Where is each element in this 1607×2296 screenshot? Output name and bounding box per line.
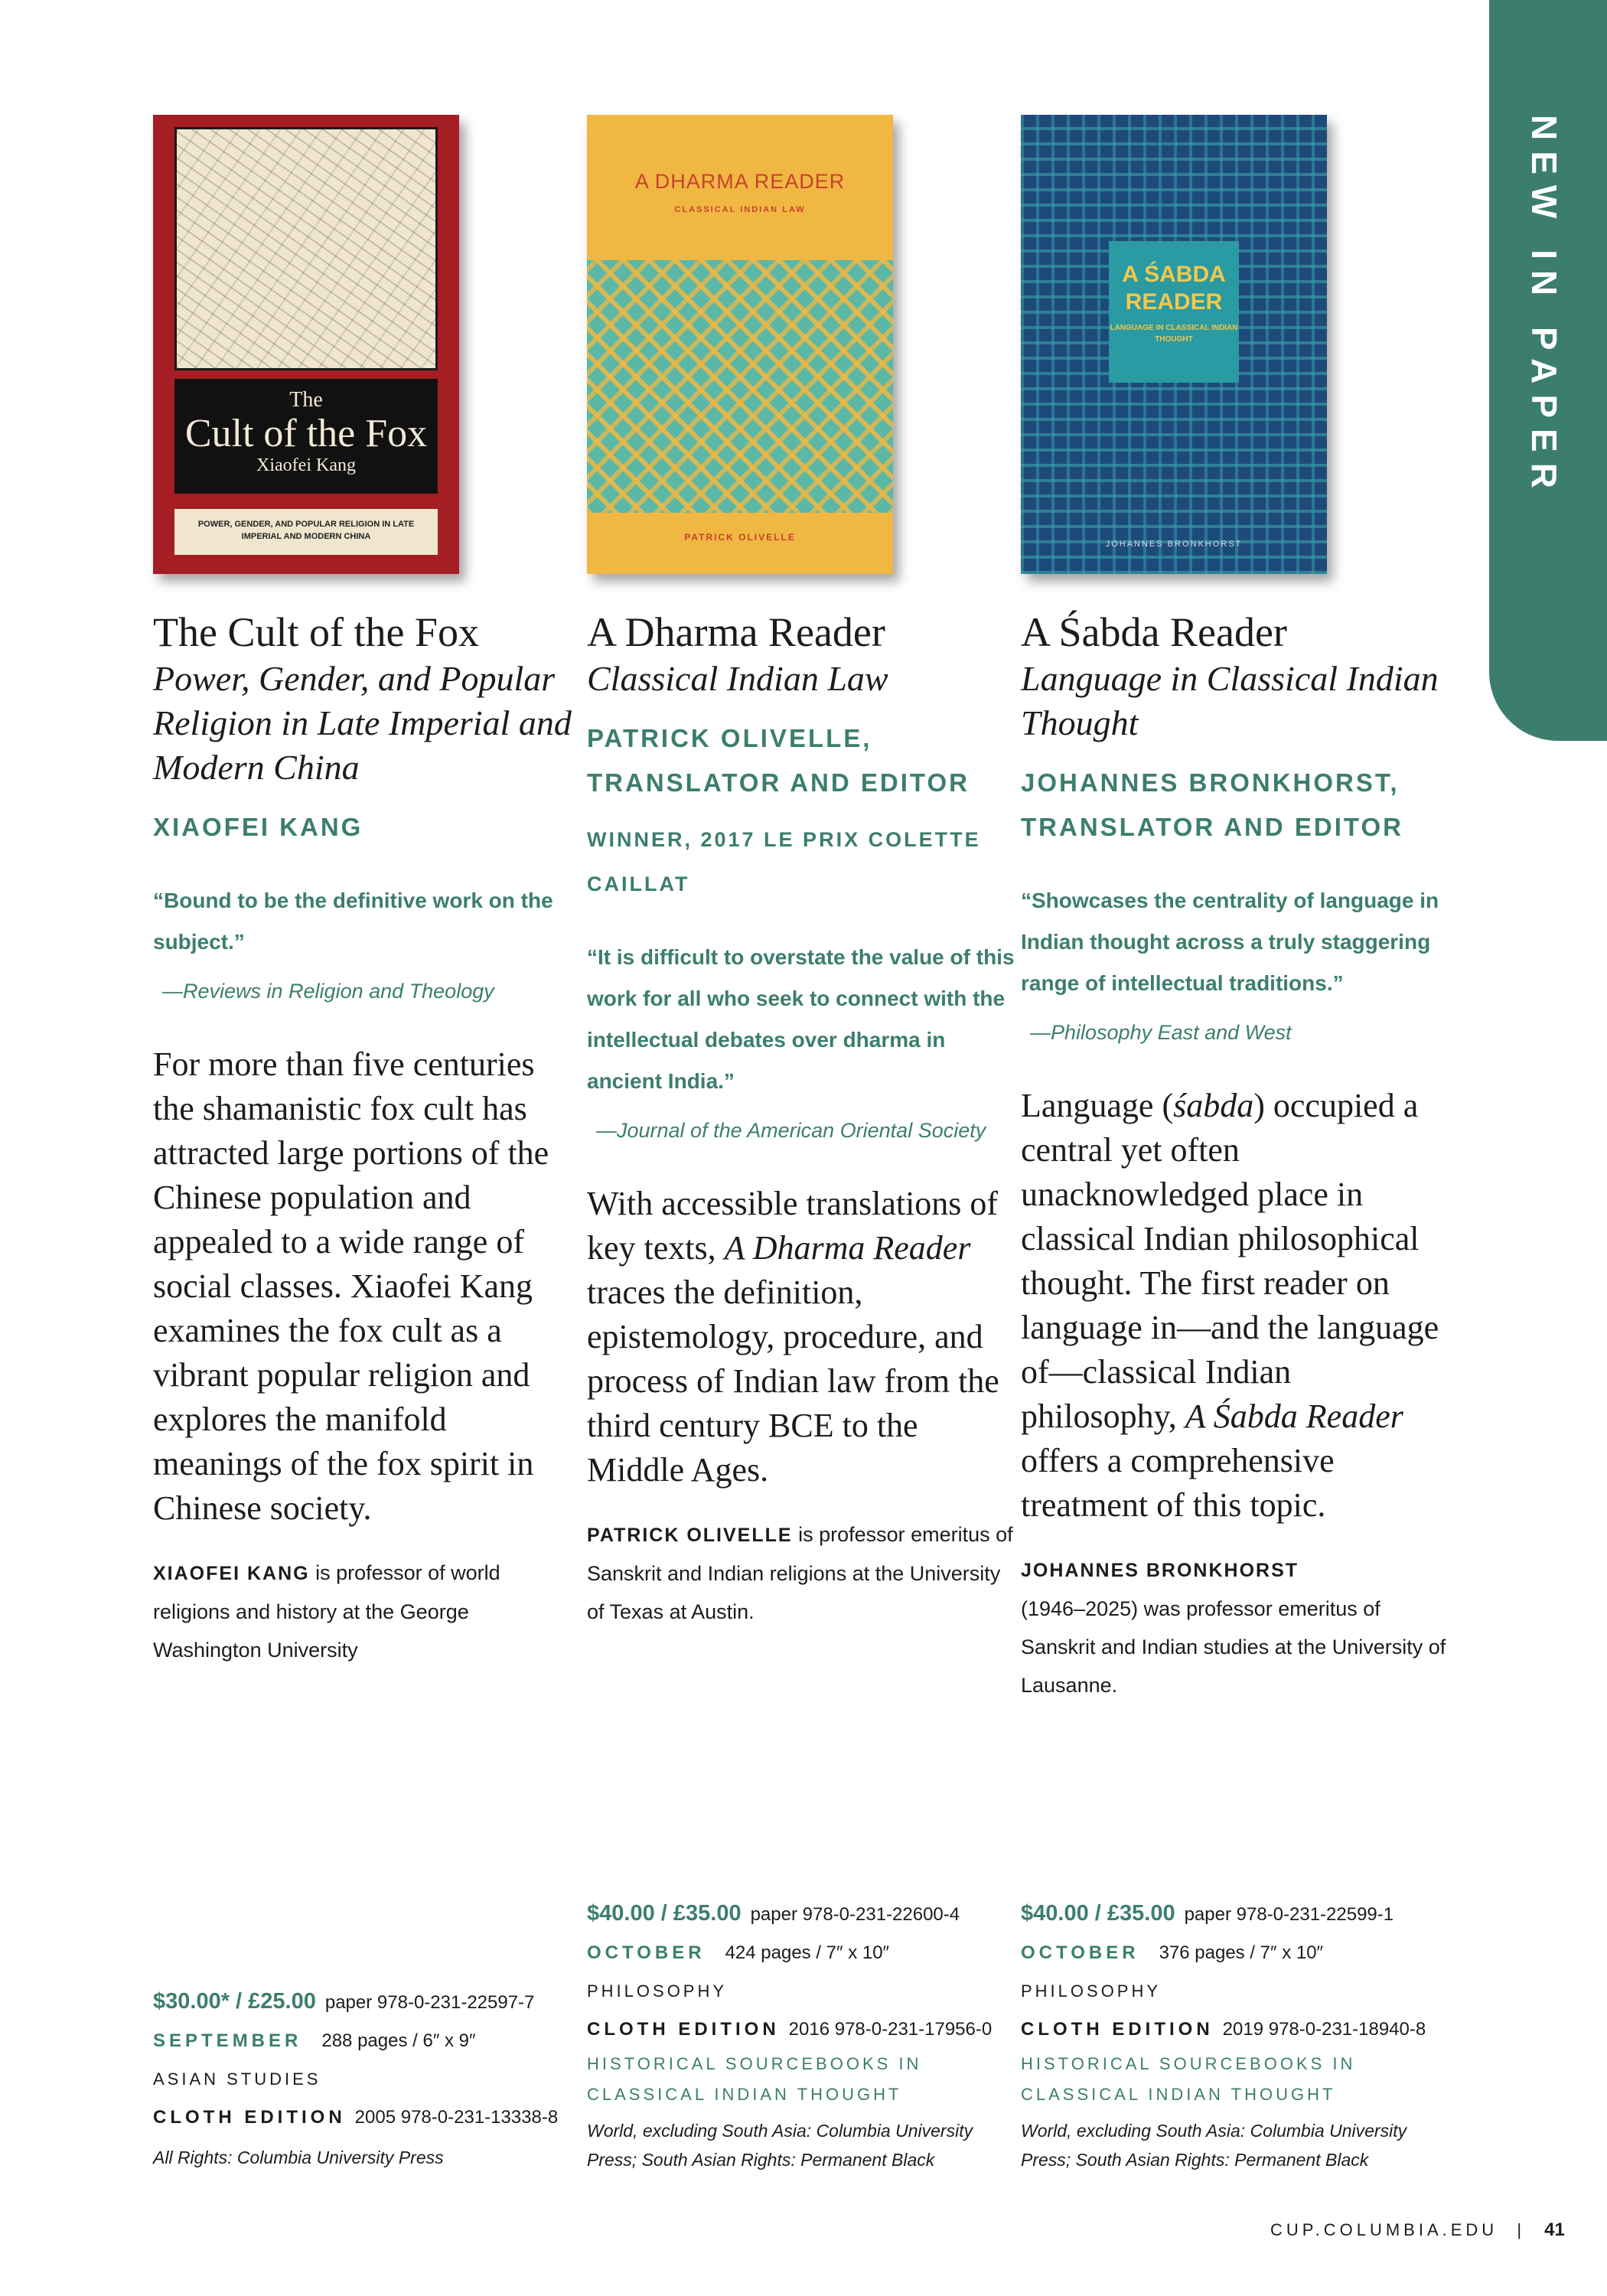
subject: ASIAN STUDIES xyxy=(153,2069,321,2089)
book-column-3 xyxy=(1021,115,1449,1704)
book-title: A Śabda Reader xyxy=(1021,609,1287,655)
footer-site-link[interactable]: CUP.COLUMBIA.EDU xyxy=(1270,2220,1498,2239)
footer-separator: | xyxy=(1517,2220,1526,2239)
cloth-info: 2016 978-0-231-17956-0 xyxy=(788,2019,993,2040)
book-column-1 xyxy=(153,115,582,1669)
book-description xyxy=(587,1182,1015,1492)
series-name: HISTORICAL SOURCEBOOKS IN CLASSICAL INDIAN THOUGHT xyxy=(1021,2054,1356,2104)
bio-text: is professor emeritus of Sanskrit and Indian religions at the University of Texas at Austin. xyxy=(587,1523,1013,1623)
cover-author: JOHANNES BRONKHORST xyxy=(1105,540,1243,549)
book-meta-2 xyxy=(587,1894,1015,2174)
rights: World, excluding South Asia: Columbia University Press; South Asian Rights: Permanent Black xyxy=(1021,2121,1407,2170)
book-meta-1 xyxy=(153,1982,582,2172)
rights: All Rights: Columbia University Press xyxy=(153,2148,444,2167)
book-description: For more than five centuries the shamanistic fox cult has attracted large portions of the Chinese population and appealed to a wide range of social classes. Xiaofei Kang examines the fox cult as a vibrant popular religion and explores the manifold meanings of the fox spirit in Chinese society. xyxy=(153,1045,549,1527)
cover-title: A DHARMA READER xyxy=(634,170,846,193)
author-bio xyxy=(1021,1551,1449,1704)
quote-source: —Journal of the American Oriental Society xyxy=(596,1119,986,1142)
book-quote: “Bound to be the definitive work on the subject.” xyxy=(153,889,553,954)
cover-title-box xyxy=(1109,241,1239,383)
cover-illustration xyxy=(174,127,438,370)
bio-name: PATRICK OLIVELLE xyxy=(587,1525,793,1546)
cloth-info: 2019 978-0-231-18940-8 xyxy=(1222,2019,1426,2040)
page-count: 424 pages / 7″ x 10″ xyxy=(725,1942,890,1963)
book-subtitle: Language in Classical Indian Thought xyxy=(1021,659,1439,742)
series-name: HISTORICAL SOURCEBOOKS IN CLASSICAL INDIAN THOUGHT xyxy=(587,2054,922,2104)
cover-illustration xyxy=(587,260,893,513)
author-bio xyxy=(153,1554,582,1669)
description-text: Language ( xyxy=(1021,1087,1174,1124)
description-title-italic: A Dharma Reader xyxy=(724,1229,971,1267)
bio-text: is professor of world religions and history at the George Washington University xyxy=(153,1561,500,1662)
book-meta-3 xyxy=(1021,1894,1449,2174)
price: $40.00 / £35.00 xyxy=(1021,1901,1175,1926)
page-number: 41 xyxy=(1544,2219,1565,2240)
format-isbn: paper 978-0-231-22597-7 xyxy=(324,1992,535,2013)
quote-source: —Reviews in Religion and Theology xyxy=(162,980,494,1003)
description-text: traces the definition, epistemology, procedure, and process of Indian law from the third century BCE to the Middle Ages. xyxy=(587,1274,999,1489)
cover-subtitle: CLASSICAL INDIAN LAW xyxy=(674,205,806,214)
book-cover-dharma-reader[interactable] xyxy=(587,115,893,574)
price: $30.00* / £25.00 xyxy=(153,1989,316,2014)
cover-title-box xyxy=(174,379,438,494)
bio-text: (1946–2025) was professor emeritus of Sanskrit and Indian studies at the University of Lausanne. xyxy=(1021,1597,1446,1697)
quote-source: —Philosophy East and West xyxy=(1030,1021,1292,1044)
book-author: PATRICK OLIVELLE, TRANSLATOR AND EDITOR xyxy=(587,724,970,797)
book-subtitle: Classical Indian Law xyxy=(587,659,888,698)
cover-author: Xiaofei Kang xyxy=(256,455,356,475)
cloth-info: 2005 978-0-231-13338-8 xyxy=(354,2107,559,2128)
description-term-italic: śabda xyxy=(1173,1087,1254,1124)
cover-title-main: Cult of the Fox xyxy=(184,412,428,455)
cloth-label: CLOTH EDITION xyxy=(1021,2019,1214,2040)
price: $40.00 / £35.00 xyxy=(587,1901,742,1926)
rights: World, excluding South Asia: Columbia University Press; South Asian Rights: Permanent Black xyxy=(587,2121,973,2170)
bio-name: JOHANNES BRONKHORST xyxy=(1021,1560,1299,1581)
book-quote: “It is difficult to overstate the value of this work for all who seek to connect with the intellectual debates over dharma in ancient India.” xyxy=(587,945,1015,1093)
subject: PHILOSOPHY xyxy=(1021,1981,1162,2001)
pub-month: OCTOBER xyxy=(1021,1942,1139,1963)
format-isbn: paper 978-0-231-22600-4 xyxy=(750,1904,960,1925)
book-subtitle: Power, Gender, and Popular Religion in Late Imperial and Modern China xyxy=(153,659,572,787)
cover-title-line: The xyxy=(289,388,323,412)
cover-subtitle: POWER, GENDER, AND POPULAR RELIGION IN LATE IMPERIAL AND MODERN CHINA xyxy=(174,509,438,555)
subject: PHILOSOPHY xyxy=(587,1981,728,2001)
cover-author: PATRICK OLIVELLE xyxy=(684,532,796,543)
cloth-label: CLOTH EDITION xyxy=(153,2107,346,2128)
book-cover-cult-of-the-fox[interactable] xyxy=(153,115,459,574)
book-quote: “Showcases the centrality of language in Indian thought across a truly staggering range of intellectual traditions.” xyxy=(1021,889,1439,995)
format-isbn: paper 978-0-231-22599-1 xyxy=(1184,1904,1394,1925)
book-author: JOHANNES BRONKHORST, TRANSLATOR AND EDITOR xyxy=(1021,768,1403,841)
description-text: With accessible translations of key texts, xyxy=(587,1185,999,1267)
book-award: WINNER, 2017 LE PRIX COLETTE CAILLAT xyxy=(587,828,981,895)
book-cover-sabda-reader[interactable] xyxy=(1021,115,1327,574)
bio-name: XIAOFEI KANG xyxy=(153,1563,310,1584)
page-footer xyxy=(1270,2219,1565,2241)
side-tab-label: NEW IN PAPER xyxy=(1524,115,1564,499)
book-title: The Cult of the Fox xyxy=(153,609,479,655)
book-column-2 xyxy=(587,115,1015,1631)
page-count: 376 pages / 7″ x 10″ xyxy=(1159,1942,1324,1963)
description-text: ) occupied a central yet often unacknowledged place in classical Indian philosophical thought. The first reader on language in—and the language of—classical Indian philosophy, xyxy=(1021,1087,1439,1435)
description-title-italic: A Śabda Reader xyxy=(1185,1397,1403,1435)
description-text: offers a comprehensive treatment of this topic. xyxy=(1021,1442,1335,1524)
book-title: A Dharma Reader xyxy=(587,609,885,655)
cover-title: A ŚABDA READER xyxy=(1122,262,1226,315)
pub-month: SEPTEMBER xyxy=(153,2030,302,2051)
page-count: 288 pages / 6″ x 9″ xyxy=(321,2030,476,2051)
author-bio xyxy=(587,1515,1015,1631)
pub-month: OCTOBER xyxy=(587,1942,706,1963)
cover-subtitle: LANGUAGE IN CLASSICAL INDIAN THOUGHT xyxy=(1110,324,1238,344)
book-author: XIAOFEI KANG xyxy=(153,813,363,841)
book-description xyxy=(1021,1084,1449,1528)
cloth-label: CLOTH EDITION xyxy=(587,2019,780,2040)
